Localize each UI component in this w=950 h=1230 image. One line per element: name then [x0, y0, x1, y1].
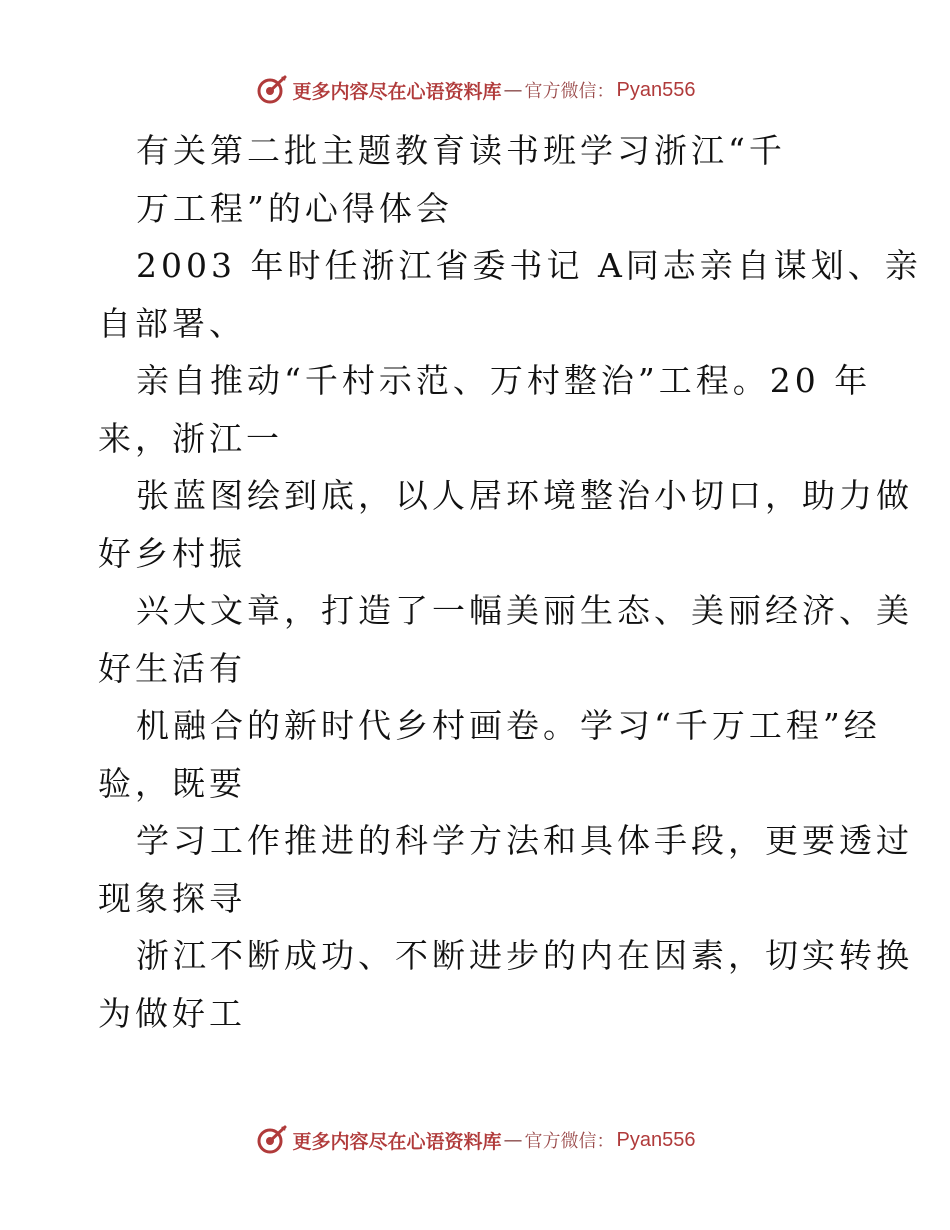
- banner-wechat-id: Pyan556: [616, 1128, 696, 1151]
- paragraph-line: 好生活有: [98, 648, 246, 688]
- paragraph-line: 为做好工: [98, 993, 246, 1033]
- banner-wechat-label: 官方微信：: [524, 81, 615, 102]
- document-title-line-2: 万工程”的心得体会: [136, 188, 453, 228]
- paragraph-line: 2003 年时任浙江省委书记 A同志亲自谋划、亲: [136, 246, 922, 285]
- paragraph-line: 学习工作推进的科学方法和具体手段，更要透过: [136, 821, 913, 860]
- banner-separator: —: [503, 79, 523, 101]
- banner-wechat-label: 官方微信：: [524, 1131, 615, 1152]
- paragraph-line: 兴大文章，打造了一幅美丽生态、美丽经济、美: [136, 591, 913, 630]
- paragraph-line: 验，既要: [98, 763, 246, 803]
- footer-banner: [0, 1120, 950, 1160]
- paragraph-line: 来，浙江一: [98, 418, 283, 458]
- banner-main-text: 更多内容尽在心语资料库: [292, 80, 502, 103]
- paragraph-line: 亲自推动“千村示范、万村整治”工程。20 年: [136, 361, 872, 400]
- paragraph-line: 机融合的新时代乡村画卷。学习“千万工程”经: [136, 706, 881, 745]
- pen-logo-icon: [255, 1123, 289, 1157]
- paragraph-line: 好乡村振: [98, 533, 246, 573]
- document-title-line-1: 有关第二批主题教育读书班学习浙江“千: [136, 131, 786, 170]
- document-body: [98, 122, 922, 1042]
- paragraph-line: 自部署、: [98, 303, 246, 343]
- banner-wechat-id: Pyan556: [616, 78, 696, 101]
- pen-logo-icon: [255, 73, 289, 107]
- banner-main-text: 更多内容尽在心语资料库: [292, 1130, 502, 1153]
- header-banner: [0, 70, 950, 110]
- paragraph-line: 现象探寻: [98, 878, 246, 918]
- paragraph-line: 张蓝图绘到底，以人居环境整治小切口，助力做: [136, 476, 913, 515]
- paragraph-line: 浙江不断成功、不断进步的内在因素，切实转换: [136, 936, 913, 975]
- banner-separator: —: [503, 1129, 523, 1151]
